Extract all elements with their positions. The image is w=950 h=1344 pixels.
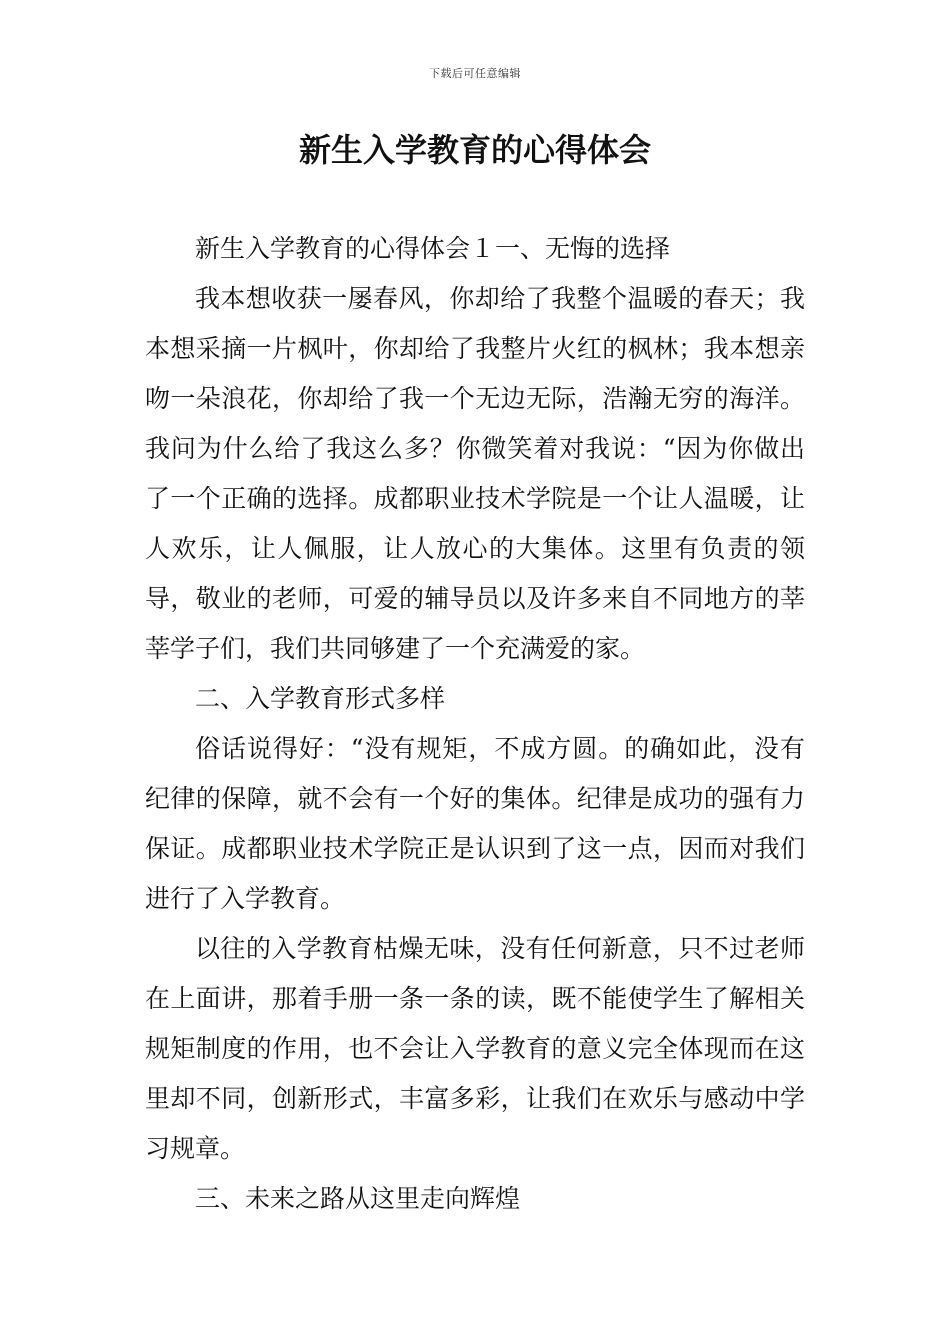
document-body: [145, 224, 805, 1224]
paragraph-1: 我本想收获一屡春风，你却给了我整个温暖的春天；我本想采摘一片枫叶，你却给了我整片火红的枫林；我本想亲吻一朵浪花，你却给了我一个无边无际，浩瀚无穷的海洋。我问为什么给了我这么多？你微笑着对我说：“因为你做出了一个正确的选择。成都职业技术学院是一个让人温暖，让人欢乐，让人佩服，让人放心的大集体。这里有负责的领导，敬业的老师，可爱的辅导员以及许多来自不同地方的莘莘学子们，我们共同够建了一个充满爱的家。: [145, 284, 805, 663]
section-heading-3: 三、未来之路从这里走向辉煌: [195, 1184, 521, 1213]
page-title: 新生入学教育的心得体会: [298, 131, 651, 169]
header-note: 下载后可任意编辑: [429, 67, 521, 80]
paragraph-intro: 新生入学教育的心得体会１一、无悔的选择: [195, 234, 671, 263]
section-heading-2: 二、入学教育形式多样: [195, 684, 446, 713]
paragraph-2: 俗话说得好：“没有规矩，不成方圆。的确如此，没有纪律的保障，就不会有一个好的集体。纪律是成功的强有力保证。成都职业技术学院正是认识到了这一点，因而对我们进行了入学教育。: [145, 734, 805, 913]
paragraph-3: 以往的入学教育枯燥无味，没有任何新意，只不过老师在上面讲，那着手册一条一条的读，既不能使学生了解相关规矩制度的作用，也不会让入学教育的意义完全体现而在这里却不同，创新形式，丰富多彩，让我们在欢乐与感动中学习规章。: [145, 934, 805, 1163]
